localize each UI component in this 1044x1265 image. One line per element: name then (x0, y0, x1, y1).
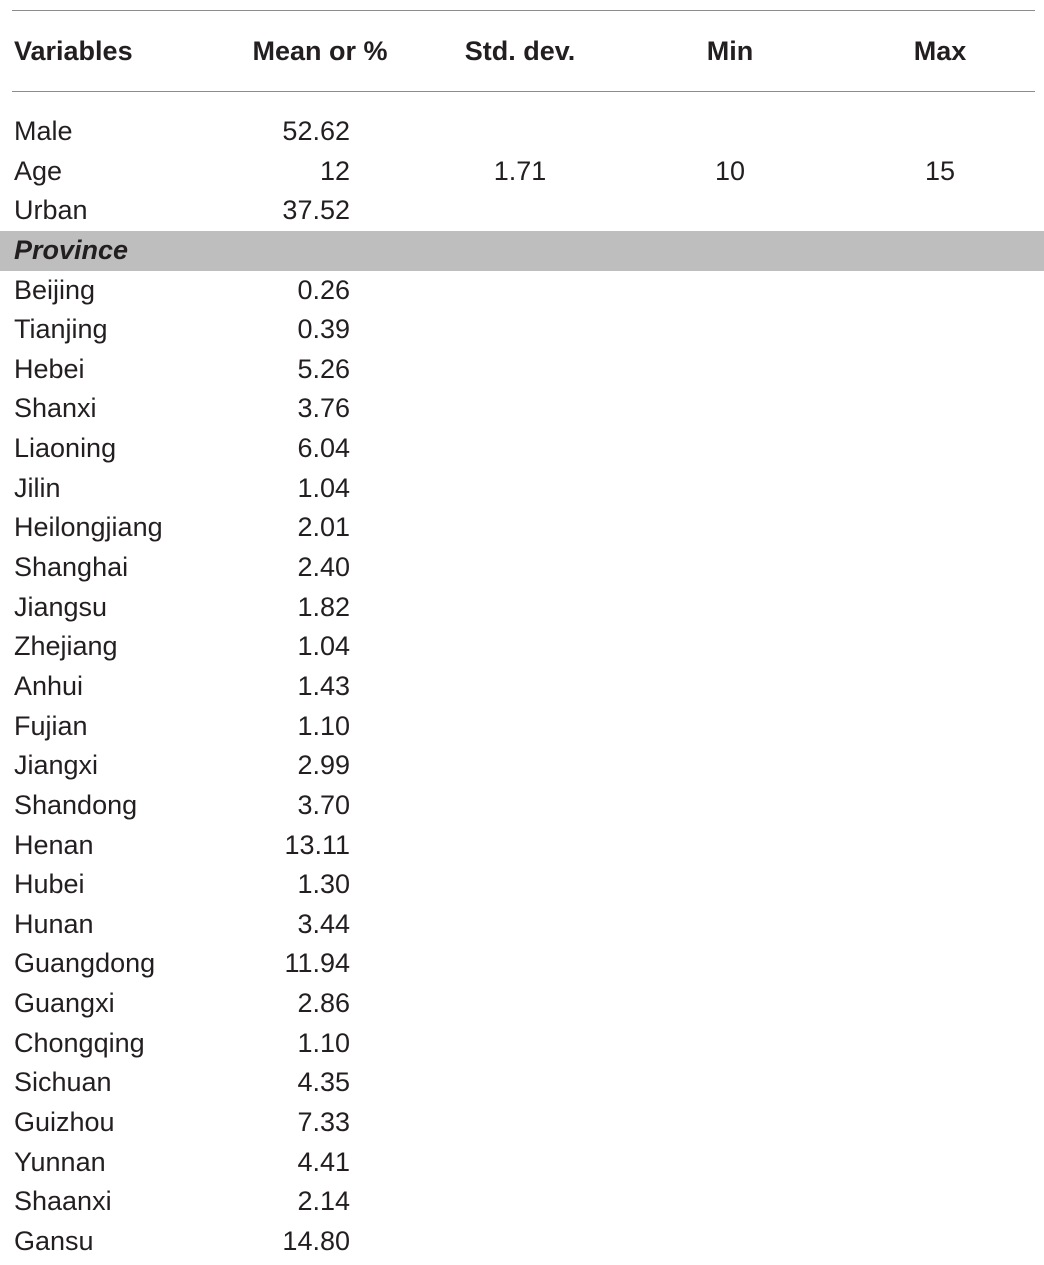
mean-cell: 2.01 (297, 512, 350, 543)
min-cell: 10 (714, 155, 746, 186)
table-row (0, 944, 1044, 984)
mean-cell: 3.76 (297, 393, 350, 424)
mean-cell: 1.30 (297, 869, 350, 900)
table-row (0, 112, 1044, 152)
variable-cell: Henan (14, 829, 94, 860)
mean-cell: 2.40 (297, 552, 350, 583)
table-row (0, 1222, 1044, 1262)
table-row (0, 786, 1044, 826)
variable-cell: Jiangsu (14, 591, 108, 622)
mean-cell: 4.35 (297, 1067, 350, 1098)
table-row (0, 746, 1044, 786)
mean-cell: 52.62 (282, 116, 350, 146)
mean-cell: 5.26 (297, 353, 350, 384)
table-row (0, 1024, 1044, 1064)
mean-cell: 6.04 (297, 433, 350, 464)
table-row (0, 310, 1044, 350)
table-row (0, 548, 1044, 588)
variable-cell: Chongqing (14, 1027, 145, 1058)
table-row (0, 707, 1044, 747)
section-header-row (0, 231, 1044, 271)
variable-cell: Beijing (14, 274, 96, 305)
mean-cell: 0.26 (297, 274, 350, 305)
table-row (0, 389, 1044, 429)
table-row (0, 271, 1044, 311)
header-bottom-rule (12, 91, 1035, 92)
variable-cell: Gansu (14, 1225, 94, 1256)
table-row (0, 508, 1044, 548)
variable-cell: Jiangxi (14, 750, 99, 781)
table-row (0, 1182, 1044, 1222)
mean-cell: 1.04 (297, 631, 350, 662)
variable-cell: Guizhou (14, 1107, 115, 1138)
mean-cell: 1.43 (297, 670, 350, 701)
variable-cell: Sichuan (14, 1067, 112, 1098)
mean-cell: 1.04 (297, 472, 350, 503)
table-row (0, 191, 1044, 231)
mean-cell: 11.94 (284, 948, 350, 979)
mean-cell: 3.70 (297, 789, 350, 820)
table-row (0, 826, 1044, 866)
variable-cell: Fujian (14, 710, 88, 741)
variable-cell: Age (14, 155, 63, 186)
mean-cell: 1.10 (297, 710, 350, 741)
table-row (0, 152, 1044, 192)
variable-cell: Liaoning (14, 433, 117, 464)
variable-cell: Hebei (14, 353, 85, 384)
mean-cell: 4.41 (297, 1146, 350, 1177)
table-row (0, 1063, 1044, 1103)
table-row (0, 627, 1044, 667)
variable-cell: Heilongjiang (14, 512, 163, 543)
variable-cell: Shaanxi (14, 1186, 112, 1217)
variable-cell: Hunan (14, 908, 94, 939)
variable-cell: Guangdong (14, 948, 156, 979)
header-variables: Variables (14, 36, 133, 66)
mean-cell: 1.10 (297, 1027, 350, 1058)
variable-cell: Male (14, 116, 73, 146)
table-row (0, 905, 1044, 945)
header-std-dev: Std. dev. (464, 36, 576, 66)
mean-cell: 2.14 (297, 1186, 350, 1217)
table-row (0, 865, 1044, 905)
mean-cell: 12 (319, 155, 350, 186)
header-max: Max (913, 36, 967, 66)
mean-cell: 0.39 (297, 314, 350, 345)
header-mean: Mean or % (252, 36, 388, 66)
table-row (0, 588, 1044, 628)
variable-cell: Urban (14, 195, 88, 226)
table-row (0, 350, 1044, 390)
mean-cell: 2.86 (297, 988, 350, 1019)
header-min: Min (706, 36, 754, 66)
variable-cell: Guangxi (14, 988, 115, 1019)
mean-cell: 7.33 (297, 1107, 350, 1138)
variable-cell: Jilin (14, 472, 61, 503)
variable-cell: Shandong (14, 789, 138, 820)
variable-cell: Shanghai (14, 552, 129, 583)
mean-cell: 2.99 (297, 750, 350, 781)
max-cell: 15 (924, 155, 956, 186)
mean-cell: 37.52 (282, 195, 350, 226)
variable-cell: Yunnan (14, 1146, 106, 1177)
table-body (0, 112, 1044, 1262)
mean-cell: 3.44 (297, 908, 350, 939)
mean-cell: 14.80 (282, 1225, 350, 1256)
variable-cell: Shanxi (14, 393, 97, 424)
table-row (0, 667, 1044, 707)
table-row (0, 429, 1044, 469)
section-label: Province (14, 234, 129, 265)
variable-cell: Hubei (14, 869, 85, 900)
mean-cell: 13.11 (284, 829, 350, 860)
table-row (0, 1103, 1044, 1143)
table-row (0, 984, 1044, 1024)
variable-cell: Tianjing (14, 314, 108, 345)
mean-cell: 1.82 (297, 591, 350, 622)
table-row (0, 1143, 1044, 1183)
table-row (0, 469, 1044, 509)
std-dev-cell: 1.71 (493, 155, 547, 186)
variable-cell: Zhejiang (14, 631, 118, 662)
table-header-row (0, 11, 1044, 91)
variable-cell: Anhui (14, 670, 84, 701)
